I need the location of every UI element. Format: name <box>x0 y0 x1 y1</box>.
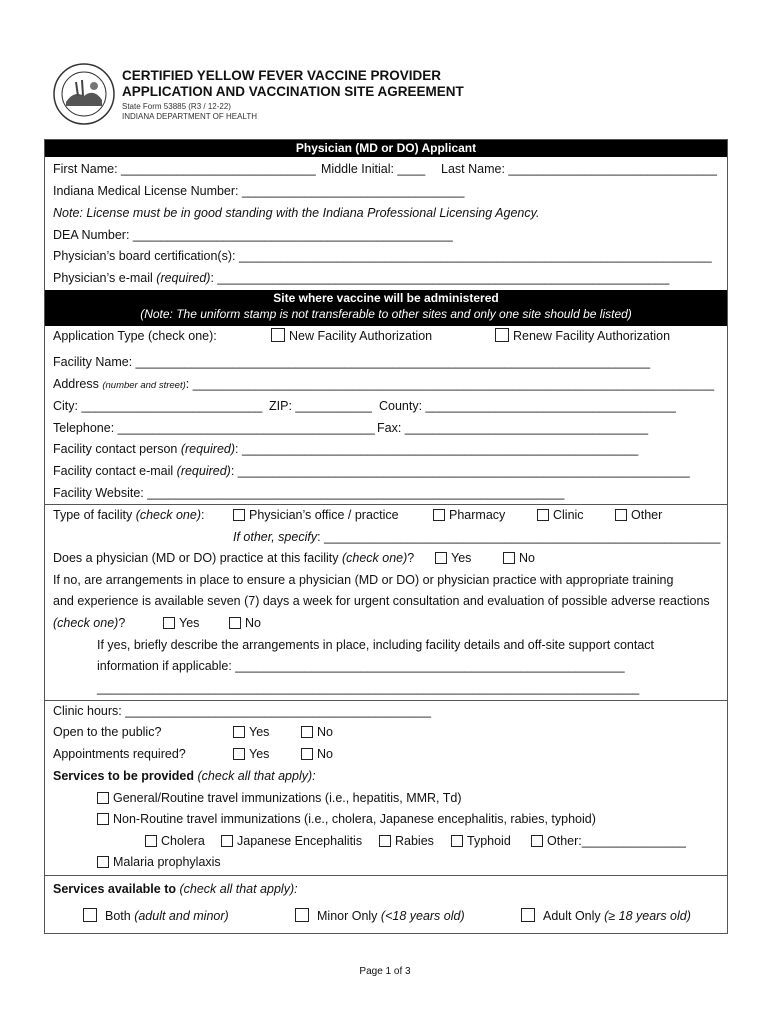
general-immunizations-checkbox[interactable] <box>97 792 109 804</box>
type-physician-office-option[interactable]: Physician’s office / practice <box>233 507 399 523</box>
page-number: Page 1 of 3 <box>359 966 411 977</box>
rabies-checkbox[interactable] <box>379 835 391 847</box>
physician-practice-question: Does a physician (MD or DO) practice at this facility (check one)? <box>53 551 415 565</box>
services-provided-label: Services to be provided (check all that apply): <box>53 769 316 783</box>
cholera-checkbox[interactable] <box>145 835 157 847</box>
arrangements-no-checkbox[interactable] <box>229 617 241 629</box>
form-number: State Form 53885 (R3 / 12-22) <box>122 102 231 111</box>
adult-only-checkbox[interactable] <box>521 908 535 922</box>
typhoid-checkbox[interactable] <box>451 835 463 847</box>
arrangements-no-option[interactable]: No <box>229 615 261 631</box>
rabies-option[interactable]: Rabies <box>379 833 434 849</box>
license-note: Note: License must be in good standing with the Indiana Professional Licensing Agency. <box>53 206 540 220</box>
department-name: INDIANA DEPARTMENT OF HEALTH <box>122 112 257 121</box>
arrangements-yes-option[interactable]: Yes <box>163 615 199 631</box>
zip-field[interactable]: ZIP: ___________ <box>269 399 372 413</box>
address-field[interactable]: Address (number and street): ___________________________________________________________________________ <box>53 377 715 391</box>
malaria-prophylaxis-checkbox[interactable] <box>97 856 109 868</box>
appointments-no-option[interactable]: No <box>301 746 333 762</box>
facility-name-field[interactable]: Facility Name: __________________________________________________________________________ <box>53 355 651 369</box>
practice-yes-option[interactable]: Yes <box>435 550 471 566</box>
divider <box>45 875 727 876</box>
type-clinic-option[interactable]: Clinic <box>537 507 584 523</box>
describe-arrangements-line1: If yes, briefly describe the arrangements in place, including facility details and off-site support contact <box>97 638 655 652</box>
contact-person-field[interactable]: Facility contact person (required): _________________________________________________________ <box>53 442 639 456</box>
renew-facility-option[interactable]: Renew Facility Authorization <box>495 328 670 344</box>
last-name-field[interactable]: Last Name: ______________________________ <box>441 162 717 176</box>
fax-field[interactable]: Fax: ___________________________________ <box>377 421 649 435</box>
other-checkbox[interactable] <box>615 509 627 521</box>
open-to-public-label: Open to the public? <box>53 725 162 739</box>
physician-section-heading: Physician (MD or DO) Applicant <box>45 140 727 157</box>
form-title: CERTIFIED YELLOW FEVER VACCINE PROVIDER APPLICATION AND VACCINATION SITE AGREEMENT <box>122 68 464 99</box>
public-no-checkbox[interactable] <box>301 726 313 738</box>
both-option[interactable]: Both (adult and minor) <box>83 908 229 924</box>
pharmacy-checkbox[interactable] <box>433 509 445 521</box>
nonroutine-immunizations-checkbox[interactable] <box>97 813 109 825</box>
arrangements-yes-checkbox[interactable] <box>163 617 175 629</box>
first-name-field[interactable]: First Name: ____________________________ <box>53 162 316 176</box>
describe-arrangements-field[interactable]: information if applicable: ________________________________________________________ <box>97 659 625 673</box>
general-immunizations-option[interactable]: General/Routine travel immunizations (i.e., hepatitis, MMR, Td) <box>97 790 462 806</box>
appointments-yes-checkbox[interactable] <box>233 748 245 760</box>
contact-email-field[interactable]: Facility contact e-mail (required): _________________________________________________________________ <box>53 464 690 478</box>
other-specify-field[interactable]: If other, specify: _________________________________________________________ <box>233 530 721 544</box>
type-other-option[interactable]: Other <box>615 507 662 523</box>
form-subtitle <box>122 102 257 122</box>
japanese-encephalitis-option[interactable]: Japanese Encephalitis <box>221 833 362 849</box>
type-pharmacy-option[interactable]: Pharmacy <box>433 507 505 523</box>
adult-only-option[interactable]: Adult Only (≥ 18 years old) <box>521 908 691 924</box>
other-service-checkbox[interactable] <box>531 835 543 847</box>
describe-arrangements-field-2[interactable]: ______________________________________________________________________________ <box>97 681 640 695</box>
cholera-option[interactable]: Cholera <box>145 833 205 849</box>
physician-office-checkbox[interactable] <box>233 509 245 521</box>
site-section-heading: Site where vaccine will be administered (Note: The uniform stamp is not transferable to other sites and only one site should be listed) <box>45 290 727 326</box>
public-yes-checkbox[interactable] <box>233 726 245 738</box>
nonroutine-immunizations-option[interactable]: Non-Routine travel immunizations (i.e., cholera, Japanese encephalitis, rabies, typhoid) <box>97 811 596 827</box>
divider <box>45 700 727 701</box>
form-header <box>52 60 732 130</box>
both-checkbox[interactable] <box>83 908 97 922</box>
state-seal-logo <box>52 62 116 126</box>
arrangements-question-line2: and experience is available seven (7) days a week for urgent consultation and evaluation of possible adverse reactions <box>53 594 710 608</box>
public-yes-option[interactable]: Yes <box>233 724 269 740</box>
new-facility-checkbox[interactable] <box>271 328 285 342</box>
services-available-label: Services available to (check all that apply): <box>53 882 298 896</box>
typhoid-option[interactable]: Typhoid <box>451 833 511 849</box>
divider <box>45 504 727 505</box>
telephone-field[interactable]: Telephone: _____________________________________ <box>53 421 375 435</box>
county-field[interactable]: County: ____________________________________ <box>379 399 676 413</box>
facility-website-field[interactable]: Facility Website: ____________________________________________________________ <box>53 486 565 500</box>
application-type-label: Application Type (check one): <box>53 329 217 343</box>
clinic-hours-field[interactable]: Clinic hours: ____________________________________________ <box>53 704 432 718</box>
minor-only-checkbox[interactable] <box>295 908 309 922</box>
appointments-yes-option[interactable]: Yes <box>233 746 269 762</box>
clinic-checkbox[interactable] <box>537 509 549 521</box>
license-number-field[interactable]: Indiana Medical License Number: ________________________________ <box>53 184 465 198</box>
practice-no-option[interactable]: No <box>503 550 535 566</box>
dea-number-field[interactable]: DEA Number: ______________________________________________ <box>53 228 453 242</box>
appointments-label: Appointments required? <box>53 747 186 761</box>
minor-only-option[interactable]: Minor Only (<18 years old) <box>295 908 465 924</box>
other-service-option[interactable]: Other:_______________ <box>531 833 686 849</box>
practice-no-checkbox[interactable] <box>503 552 515 564</box>
city-field[interactable]: City: __________________________ <box>53 399 263 413</box>
arrangements-question-line1: If no, are arrangements in place to ensure a physician (MD or DO) or physician practice with appropriate training <box>53 573 674 587</box>
new-facility-option[interactable]: New Facility Authorization <box>271 328 432 344</box>
appointments-no-checkbox[interactable] <box>301 748 313 760</box>
malaria-prophylaxis-option[interactable]: Malaria prophylaxis <box>97 854 221 870</box>
practice-yes-checkbox[interactable] <box>435 552 447 564</box>
arrangements-check-label: (check one)? <box>53 616 126 630</box>
public-no-option[interactable]: No <box>301 724 333 740</box>
application-form <box>44 139 728 934</box>
facility-type-label: Type of facility (check one): <box>53 508 205 522</box>
board-certification-field[interactable]: Physician’s board certification(s): ____________________________________________________________________ <box>53 249 712 263</box>
japanese-encephalitis-checkbox[interactable] <box>221 835 233 847</box>
renew-facility-checkbox[interactable] <box>495 328 509 342</box>
physician-email-field[interactable]: Physician’s e-mail (required): _________________________________________________________________ <box>53 271 670 285</box>
middle-initial-field[interactable]: Middle Initial: ____ <box>321 162 426 176</box>
